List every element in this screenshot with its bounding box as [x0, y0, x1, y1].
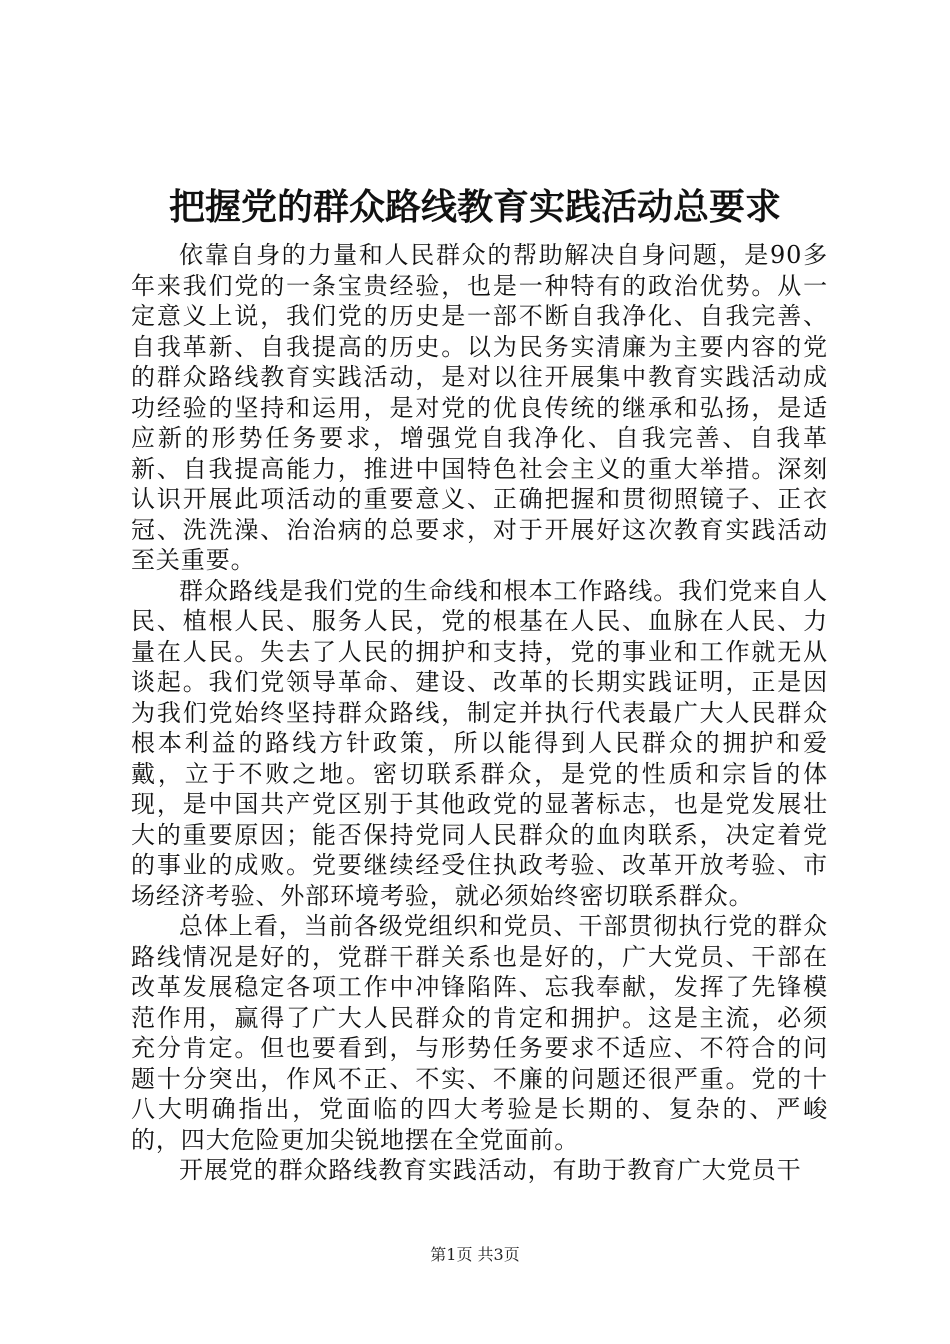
body-paragraph: 群众路线是我们党的生命线和根本工作路线。我们党来自人民、植根人民、服务人民，党的根基在人民、血脉在人民、力量在人民。失去了人民的拥护和支持，党的事业和工作就无从谈起。我们党领导革命、建设、改革的长期实践证明，正是因为我们党始终坚持群众路线，制定并执行代表最广大人民群众根本利益的路线方针政策，所以能得到人民群众的拥护和爱戴，立于不败之地。密切联系群众，是党的性质和宗旨的体现，是中国共产党区别于其他政党的显著标志，也是党发展壮大的重要原因；能否保持党同人民群众的血肉联系，决定着党的事业的成败。党要继续经受住执政考验、改革开放考验、市场经济考验、外部环境考验，就必须始终密切联系群众。: [131, 576, 828, 910]
body-paragraph: 开展党的群众路线教育实践活动，有助于教育广大党员干: [179, 1156, 802, 1184]
body-paragraph: 总体上看，当前各级党组织和党员、干部贯彻执行党的群众路线情况是好的，党群干群关系也是好的，广大党员、干部在改革发展稳定各项工作中冲锋陷阵、忘我奉献，发挥了先锋模范作用，赢得了广大人民群众的肯定和拥护。这是主流，必须充分肯定。但也要看到，与形势任务要求不适应、不符合的问题十分突出，作风不正、不实、不廉的问题还很严重。党的十八大明确指出，党面临的四大考验是长期的、复杂的、严峻的，四大危险更加尖锐地摆在全党面前。: [131, 912, 828, 1154]
body-paragraph: 依靠自身的力量和人民群众的帮助解决自身问题，是90多年来我们党的一条宝贵经验，也是一种特有的政治优势。从一定意义上说，我们党的历史是一部不断自我净化、自我完善、自我革新、自我提高的历史。以为民务实清廉为主要内容的党的群众路线教育实践活动，是对以往开展集中教育实践活动成功经验的坚持和运用，是对党的优良传统的继承和弘扬，是适应新的形势任务要求，增强党自我净化、自我完善、自我革新、自我提高能力，推进中国特色社会主义的重大举措。深刻认识开展此项活动的重要意义、正确把握和贯彻照镜子、正衣冠、洗洗澡、治治病的总要求，对于开展好这次教育实践活动至关重要。: [131, 241, 828, 574]
page-number-footer: 第1页 共3页: [430, 1245, 520, 1264]
document-title: 把握党的群众路线教育实践活动总要求: [168, 187, 781, 228]
document-body: [131, 240, 828, 1186]
